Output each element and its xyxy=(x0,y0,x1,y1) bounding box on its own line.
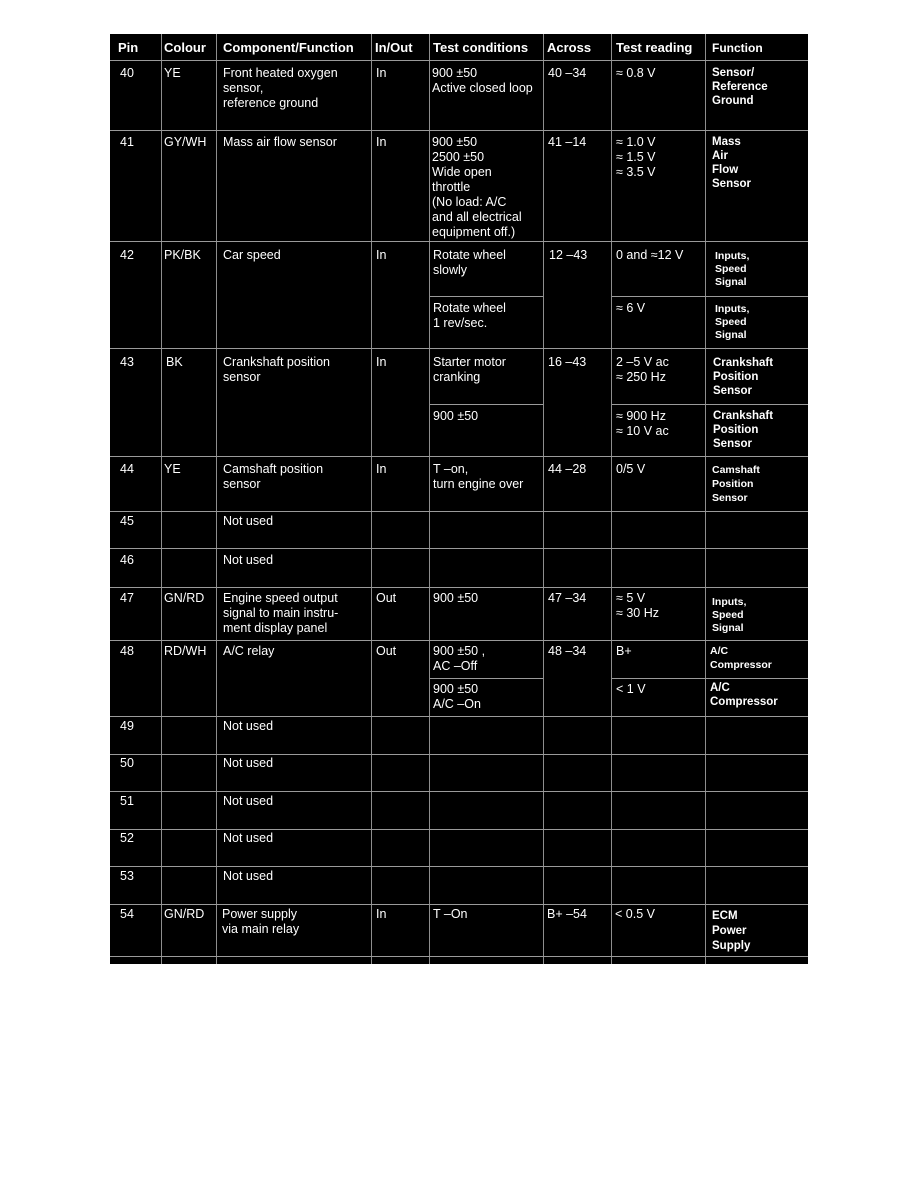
test-conditions: T –on, turn engine over xyxy=(433,462,524,491)
header-test-conditions: Test conditions xyxy=(433,40,529,55)
in-out: Out xyxy=(376,644,397,658)
component-function: Car speed xyxy=(223,248,281,262)
pin-number: 46 xyxy=(120,553,134,567)
row-divider xyxy=(110,587,808,588)
test-conditions: 900 ±50 xyxy=(433,409,479,423)
header-component: Component/Function xyxy=(223,40,354,55)
pin-number: 42 xyxy=(120,248,134,262)
in-out: In xyxy=(376,135,387,149)
test-reading: 2 –5 V ac ≈ 250 Hz xyxy=(616,355,669,384)
test-conditions: Starter motor cranking xyxy=(433,355,506,384)
row-divider xyxy=(110,241,808,242)
test-reading: < 1 V xyxy=(616,682,646,696)
test-conditions: 900 ±50 , AC –Off xyxy=(433,644,486,673)
test-reading: ≈ 0.8 V xyxy=(616,66,656,80)
pinout-table xyxy=(110,34,808,964)
test-conditions: 900 ±50 2500 ±50 Wide open throttle (No load: A/C and all electrical equipment off.) xyxy=(432,135,522,239)
function-description: A/C Compressor xyxy=(710,682,778,708)
test-conditions: 900 ±50 A/C –On xyxy=(433,682,481,711)
wire-colour: YE xyxy=(164,462,181,476)
row-divider xyxy=(110,548,808,549)
row-divider xyxy=(110,791,808,792)
header-across: Across xyxy=(547,40,592,55)
in-out: In xyxy=(376,248,387,262)
row-divider xyxy=(110,511,808,512)
row-divider xyxy=(110,904,808,905)
test-reading: ≈ 1.0 V ≈ 1.5 V ≈ 3.5 V xyxy=(616,135,656,179)
pin-number: 40 xyxy=(120,66,134,80)
row-divider xyxy=(110,348,808,349)
component-function: Not used xyxy=(223,514,274,528)
wire-colour: YE xyxy=(164,66,181,80)
component-function: Not used xyxy=(223,756,274,770)
function-description: Crankshaft Position Sensor xyxy=(713,410,774,450)
row-divider xyxy=(110,716,808,717)
component-function: Power supply via main relay xyxy=(222,907,300,936)
test-reading: B+ xyxy=(616,644,632,658)
measure-across: 48 –34 xyxy=(548,644,587,658)
function-description: Sensor/ Reference Ground xyxy=(712,67,768,107)
row-divider xyxy=(110,640,808,641)
measure-across: 47 –34 xyxy=(548,591,587,605)
measure-across: 41 –14 xyxy=(548,135,587,149)
pin-number: 54 xyxy=(120,907,134,921)
measure-across: 40 –34 xyxy=(548,66,587,80)
pin-number: 43 xyxy=(120,355,134,369)
header-in-out: In/Out xyxy=(375,40,413,55)
in-out: In xyxy=(376,66,387,80)
header-colour: Colour xyxy=(164,40,206,55)
column-divider xyxy=(161,34,162,964)
measure-across: B+ –54 xyxy=(547,907,587,921)
column-divider xyxy=(429,34,430,964)
function-description: Inputs, Speed Signal xyxy=(715,303,750,341)
wire-colour: BK xyxy=(166,355,183,369)
column-divider xyxy=(611,34,612,964)
sub-row-divider xyxy=(430,678,543,679)
test-conditions: 900 ±50 xyxy=(433,591,479,605)
in-out: Out xyxy=(376,591,397,605)
function-description: Mass Air Flow Sensor xyxy=(712,136,751,190)
component-function: Not used xyxy=(223,794,274,808)
header-function: Function xyxy=(712,41,763,55)
component-function: Camshaft position sensor xyxy=(223,462,324,491)
sub-row-divider xyxy=(430,404,543,405)
function-description: ECM Power Supply xyxy=(712,910,751,952)
row-divider xyxy=(110,456,808,457)
component-function: Engine speed output signal to main instru- ment display panel xyxy=(223,591,339,635)
test-reading: ≈ 900 Hz ≈ 10 V ac xyxy=(616,409,669,438)
measure-across: 12 –43 xyxy=(549,248,588,262)
column-divider xyxy=(216,34,217,964)
test-reading: ≈ 5 V ≈ 30 Hz xyxy=(616,591,659,620)
test-conditions: 900 ±50 Active closed loop xyxy=(432,66,533,95)
test-conditions: T –On xyxy=(433,907,468,921)
column-divider xyxy=(371,34,372,964)
test-reading: 0/5 V xyxy=(616,462,646,476)
wire-colour: GN/RD xyxy=(164,907,205,921)
pin-number: 47 xyxy=(120,591,134,605)
function-description: Crankshaft Position Sensor xyxy=(713,357,774,397)
pin-number: 44 xyxy=(120,462,134,476)
pin-number: 49 xyxy=(120,719,134,733)
pin-number: 45 xyxy=(120,514,134,528)
column-divider xyxy=(705,34,706,964)
pin-number: 50 xyxy=(120,756,134,770)
sub-row-divider xyxy=(612,296,808,297)
sub-row-divider xyxy=(430,296,543,297)
pin-number: 41 xyxy=(120,135,134,149)
component-function: Not used xyxy=(223,831,274,845)
function-description: Camshaft Position Sensor xyxy=(712,464,760,504)
wire-colour: GN/RD xyxy=(164,591,205,605)
header-divider xyxy=(110,60,808,61)
test-conditions: Rotate wheel 1 rev/sec. xyxy=(433,301,506,330)
column-divider xyxy=(543,34,544,964)
in-out: In xyxy=(376,462,387,476)
row-divider xyxy=(110,754,808,755)
test-reading: < 0.5 V xyxy=(615,907,655,921)
measure-across: 44 –28 xyxy=(548,462,587,476)
row-divider xyxy=(110,956,808,957)
row-divider xyxy=(110,829,808,830)
component-function: Not used xyxy=(223,719,274,733)
component-function: Mass air flow sensor xyxy=(223,135,337,149)
sub-row-divider xyxy=(612,404,808,405)
function-description: Inputs, Speed Signal xyxy=(715,250,750,288)
test-conditions: Rotate wheel slowly xyxy=(433,248,506,277)
in-out: In xyxy=(376,355,387,369)
in-out: In xyxy=(376,907,387,921)
row-divider xyxy=(110,130,808,131)
component-function: Not used xyxy=(223,553,274,567)
pin-number: 52 xyxy=(120,831,134,845)
row-divider xyxy=(110,866,808,867)
measure-across: 16 –43 xyxy=(548,355,587,369)
component-function: Not used xyxy=(223,869,274,883)
test-reading: ≈ 6 V xyxy=(616,301,646,315)
wire-colour: RD/WH xyxy=(164,644,207,658)
header-pin: Pin xyxy=(118,40,139,55)
pin-number: 48 xyxy=(120,644,134,658)
pin-number: 51 xyxy=(120,794,134,808)
pin-number: 53 xyxy=(120,869,134,883)
header-test-reading: Test reading xyxy=(616,40,693,55)
component-function: Front heated oxygen sensor, reference ground xyxy=(223,66,338,110)
function-description: A/C Compressor xyxy=(710,645,772,671)
function-description: Inputs, Speed Signal xyxy=(712,596,747,634)
wire-colour: PK/BK xyxy=(164,248,201,262)
test-reading: 0 and ≈12 V xyxy=(616,248,684,262)
component-function: Crankshaft position sensor xyxy=(223,355,331,384)
component-function: A/C relay xyxy=(223,644,275,658)
sub-row-divider xyxy=(612,678,808,679)
wire-colour: GY/WH xyxy=(164,135,207,149)
